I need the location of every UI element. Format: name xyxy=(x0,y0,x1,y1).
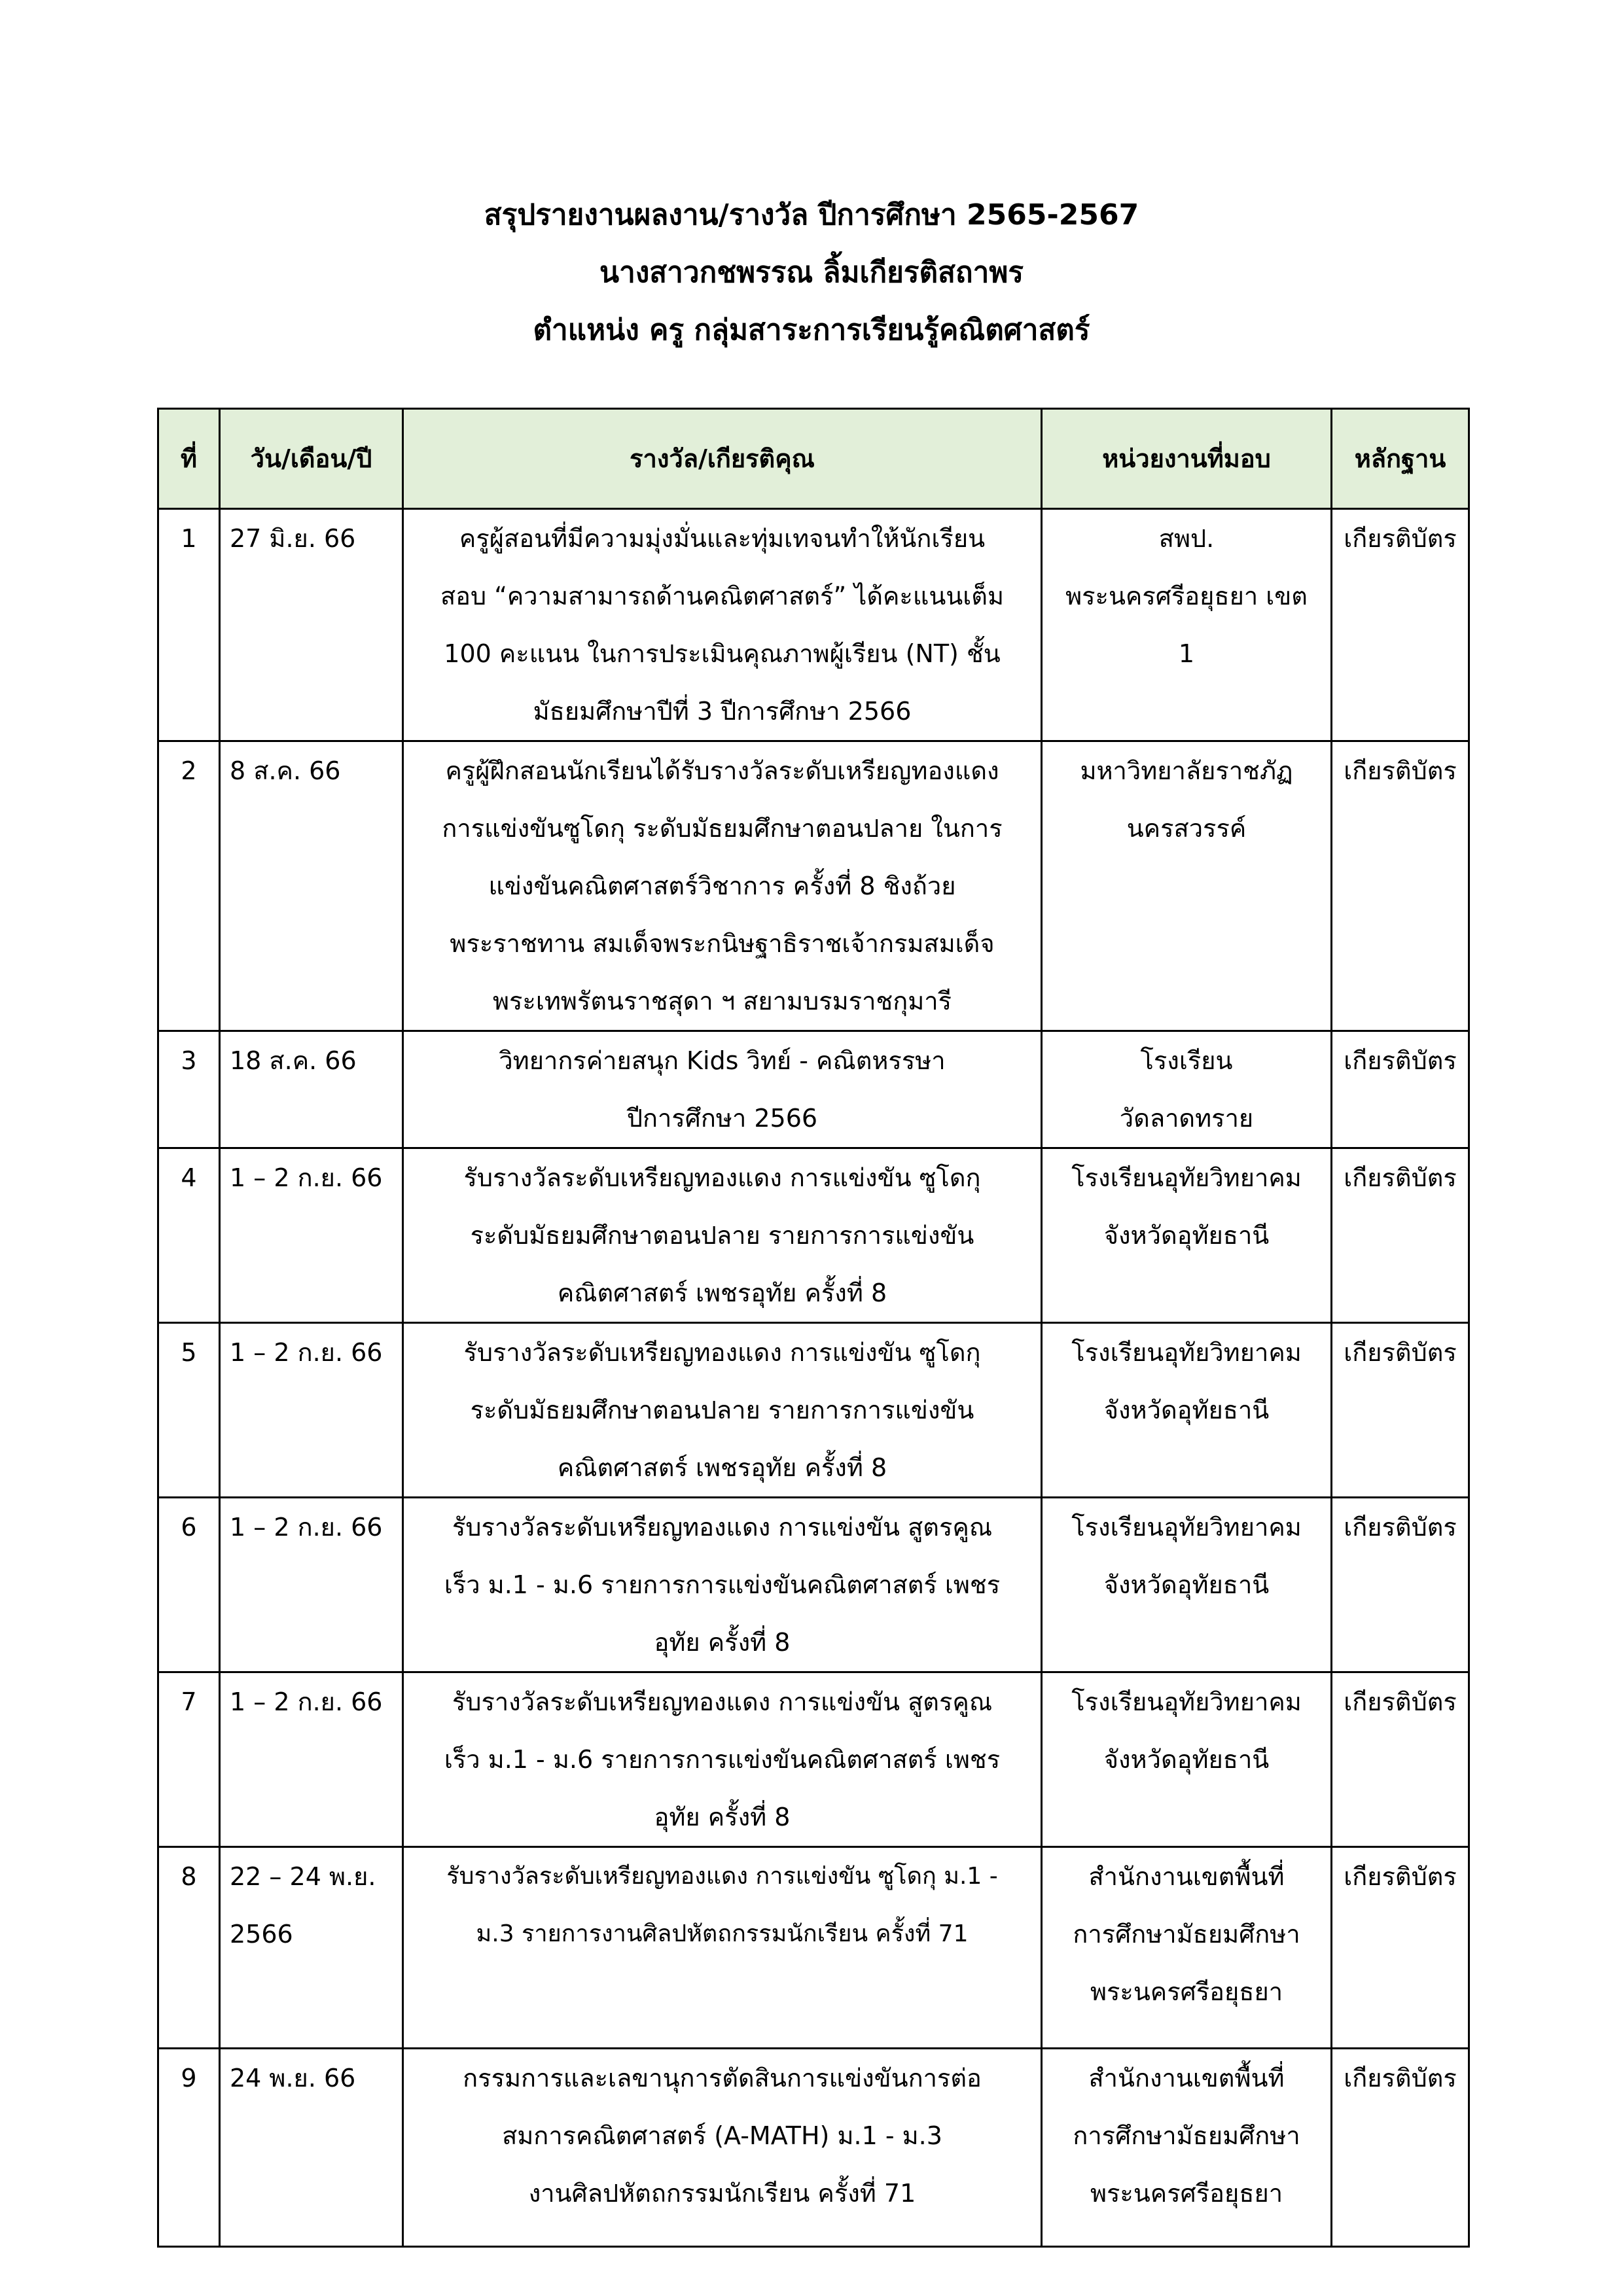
award-line: คณิตศาสตร์ เพชรอุทัย ครั้งที่ 8 xyxy=(557,1453,887,1482)
award-line: งานศิลปหัตถกรรมนักเรียน ครั้งที่ 71 xyxy=(528,2179,916,2208)
row-agency xyxy=(1042,741,1332,1031)
row-no: 7 xyxy=(158,1672,220,1847)
document-header xyxy=(0,186,1623,359)
award-line: รับรางวัลระดับเหรียญทองแดง การแข่งขัน สูตรคูณ xyxy=(452,1687,993,1716)
agency-line: จังหวัดอุทัยธานี xyxy=(1103,1396,1270,1424)
row-no: 2 xyxy=(158,741,220,1031)
row-date: 1 – 2 ก.ย. 66 xyxy=(220,1148,403,1323)
award-line: คณิตศาสตร์ เพชรอุทัย ครั้งที่ 8 xyxy=(557,1279,887,1307)
header-no: ที่ xyxy=(158,409,220,509)
row-no: 3 xyxy=(158,1031,220,1148)
table-row xyxy=(158,1148,1469,1323)
row-award xyxy=(403,741,1042,1031)
agency-line: โรงเรียนอุทัยวิทยาคม xyxy=(1071,1163,1302,1192)
table-row xyxy=(158,509,1469,741)
row-no: 8 xyxy=(158,1847,220,2049)
header-award: รางวัล/เกียรติคุณ xyxy=(403,409,1042,509)
agency-line: พระนครศรีอยุธยา xyxy=(1090,1977,1283,2006)
row-award xyxy=(403,1672,1042,1847)
row-evidence: เกียรติบัตร xyxy=(1332,1847,1469,2049)
table-header-row xyxy=(158,409,1469,509)
row-agency xyxy=(1042,2049,1332,2247)
award-line: สมการคณิตศาสตร์ (A-MATH) ม.1 - ม.3 xyxy=(502,2121,942,2150)
award-line: รับรางวัลระดับเหรียญทองแดง การแข่งขัน ซูโดกุ xyxy=(463,1163,981,1192)
award-line: เร็ว ม.1 - ม.6 รายการการแข่งขันคณิตศาสตร์ เพชร xyxy=(444,1570,1001,1599)
award-line: 100 คะแนน ในการประเมินคุณภาพผู้เรียน (NT) ชั้น xyxy=(444,639,1001,668)
table-row xyxy=(158,1672,1469,1847)
agency-line: โรงเรียนอุทัยวิทยาคม xyxy=(1071,1338,1302,1367)
row-date: 27 มิ.ย. 66 xyxy=(220,509,403,741)
award-line: มัธยมศึกษาปีที่ 3 ปีการศึกษา 2566 xyxy=(533,697,912,726)
row-date: 1 – 2 ก.ย. 66 xyxy=(220,1672,403,1847)
award-line: ปีการศึกษา 2566 xyxy=(626,1104,818,1133)
row-date: 18 ส.ค. 66 xyxy=(220,1031,403,1148)
table-row xyxy=(158,2049,1469,2247)
row-award xyxy=(403,1847,1042,2049)
row-agency xyxy=(1042,1672,1332,1847)
document-title: สรุปรายงานผลงาน/รางวัล ปีการศึกษา 2565-2567 xyxy=(484,198,1139,232)
agency-line: โรงเรียนอุทัยวิทยาคม xyxy=(1071,1513,1302,1542)
award-line: วิทยากรค่ายสนุก Kids วิทย์ - คณิตหรรษา xyxy=(499,1046,946,1075)
row-award xyxy=(403,509,1042,741)
agency-line: สพป. xyxy=(1158,524,1215,553)
row-evidence: เกียรติบัตร xyxy=(1332,1498,1469,1672)
row-agency xyxy=(1042,1847,1332,2049)
row-agency xyxy=(1042,1323,1332,1498)
table-row xyxy=(158,1031,1469,1148)
row-evidence: เกียรติบัตร xyxy=(1332,1672,1469,1847)
agency-line: พระนครศรีอยุธยา xyxy=(1090,2179,1283,2208)
agency-line: สำนักงานเขตพื้นที่ xyxy=(1088,1862,1285,1891)
row-award xyxy=(403,1498,1042,1672)
agency-line: จังหวัดอุทัยธานี xyxy=(1103,1570,1270,1599)
row-no: 5 xyxy=(158,1323,220,1498)
award-line: รับรางวัลระดับเหรียญทองแดง การแข่งขัน สูตรคูณ xyxy=(452,1513,993,1542)
award-line: พระราชทาน สมเด็จพระกนิษฐาธิราชเจ้ากรมสมเด็จ xyxy=(450,929,995,958)
agency-line: โรงเรียนอุทัยวิทยาคม xyxy=(1071,1687,1302,1716)
agency-line: การศึกษามัธยมศึกษา xyxy=(1073,2121,1300,2150)
row-award xyxy=(403,1148,1042,1323)
agency-line: วัดลาดทราย xyxy=(1119,1104,1254,1133)
award-line: อุทัย ครั้งที่ 8 xyxy=(654,1628,791,1657)
agency-line: การศึกษามัธยมศึกษา xyxy=(1073,1920,1300,1949)
row-date: 1 – 2 ก.ย. 66 xyxy=(220,1498,403,1672)
award-line: แข่งขันคณิตศาสตร์วิชาการ ครั้งที่ 8 ชิงถ้วย xyxy=(488,872,956,900)
row-agency xyxy=(1042,1148,1332,1323)
row-date: 1 – 2 ก.ย. 66 xyxy=(220,1323,403,1498)
teacher-position: ตำแหน่ง ครู กลุ่มสาระการเรียนรู้คณิตศาสตร์ xyxy=(533,313,1090,347)
award-line: อุทัย ครั้งที่ 8 xyxy=(654,1803,791,1831)
row-agency xyxy=(1042,1498,1332,1672)
row-no: 1 xyxy=(158,509,220,741)
table-row xyxy=(158,741,1469,1031)
award-line: การแข่งขันซูโดกุ ระดับมัธยมศึกษาตอนปลาย ในการ xyxy=(442,814,1003,843)
award-line: กรรมการและเลขานุการตัดสินการแข่งขันการต่อ xyxy=(463,2064,982,2093)
agency-line: 1 xyxy=(1178,639,1195,668)
row-evidence: เกียรติบัตร xyxy=(1332,1031,1469,1148)
row-agency xyxy=(1042,509,1332,741)
row-award xyxy=(403,1323,1042,1498)
row-no: 9 xyxy=(158,2049,220,2247)
row-evidence: เกียรติบัตร xyxy=(1332,509,1469,741)
row-no: 4 xyxy=(158,1148,220,1323)
award-line: เร็ว ม.1 - ม.6 รายการการแข่งขันคณิตศาสตร์ เพชร xyxy=(444,1745,1001,1774)
table-row xyxy=(158,1323,1469,1498)
row-date: 8 ส.ค. 66 xyxy=(220,741,403,1031)
award-line: สอบ “ความสามารถด้านคณิตศาสตร์” ได้คะแนนเต็ม xyxy=(440,582,1004,610)
agency-line: สำนักงานเขตพื้นที่ xyxy=(1088,2064,1285,2093)
row-date: 22 – 24 พ.ย. 2566 xyxy=(220,1847,403,2049)
award-line: รับรางวัลระดับเหรียญทองแดง การแข่งขัน ซูโดกุ ม.1 - xyxy=(446,1863,998,1890)
row-agency xyxy=(1042,1031,1332,1148)
row-evidence: เกียรติบัตร xyxy=(1332,2049,1469,2247)
award-line: พระเทพรัตนราชสุดา ฯ สยามบรมราชกุมารี xyxy=(492,987,952,1016)
table-row xyxy=(158,1498,1469,1672)
award-line: ระดับมัธยมศึกษาตอนปลาย รายการการแข่งขัน xyxy=(470,1396,974,1424)
row-award xyxy=(403,1031,1042,1148)
header-agency: หน่วยงานที่มอบ xyxy=(1042,409,1332,509)
row-evidence: เกียรติบัตร xyxy=(1332,1323,1469,1498)
header-date: วัน/เดือน/ปี xyxy=(220,409,403,509)
table-row xyxy=(158,1847,1469,2049)
agency-line: โรงเรียน xyxy=(1140,1046,1233,1075)
awards-table xyxy=(157,408,1470,2248)
agency-line: พระนครศรีอยุธยา เขต xyxy=(1065,582,1308,610)
header-evidence: หลักฐาน xyxy=(1332,409,1469,509)
row-evidence: เกียรติบัตร xyxy=(1332,1148,1469,1323)
award-line: ครูผู้สอนที่มีความมุ่งมั่นและทุ่มเทจนทำให้นักเรียน xyxy=(459,524,986,553)
agency-line: มหาวิทยาลัยราชภัฏ xyxy=(1080,756,1293,785)
agency-line: จังหวัดอุทัยธานี xyxy=(1103,1221,1270,1250)
row-award xyxy=(403,2049,1042,2247)
award-line: รับรางวัลระดับเหรียญทองแดง การแข่งขัน ซูโดกุ xyxy=(463,1338,981,1367)
row-no: 6 xyxy=(158,1498,220,1672)
row-date: 24 พ.ย. 66 xyxy=(220,2049,403,2247)
award-line: ม.3 รายการงานศิลปหัตถกรรมนักเรียน ครั้งที่ 71 xyxy=(476,1920,969,1947)
agency-line: นครสวรรค์ xyxy=(1126,814,1247,843)
award-line: ระดับมัธยมศึกษาตอนปลาย รายการการแข่งขัน xyxy=(470,1221,974,1250)
teacher-name: นางสาวกชพรรณ ลิ้มเกียรติสถาพร xyxy=(599,256,1024,289)
row-evidence: เกียรติบัตร xyxy=(1332,741,1469,1031)
agency-line: จังหวัดอุทัยธานี xyxy=(1103,1745,1270,1774)
award-line: ครูผู้ฝึกสอนนักเรียนได้รับรางวัลระดับเหรียญทองแดง xyxy=(445,756,999,785)
